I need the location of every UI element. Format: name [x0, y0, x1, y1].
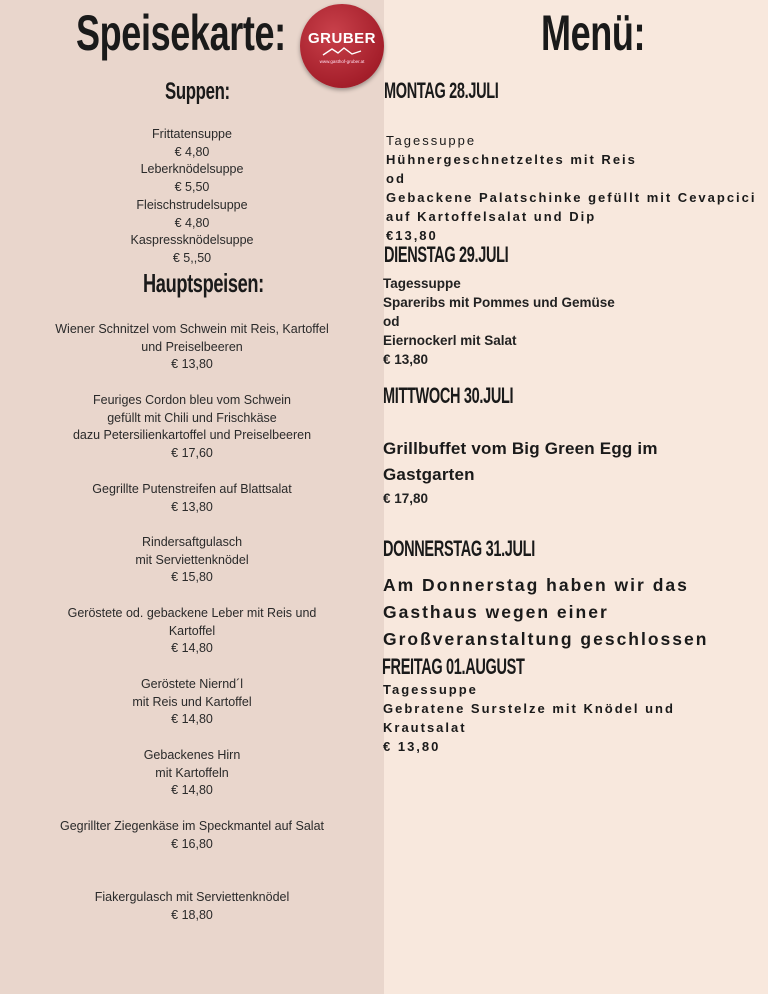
- dish-line: Rindersaftgulasch: [141, 535, 243, 549]
- main-dish: [0, 676, 384, 729]
- soup-price: € 5,,50: [172, 250, 212, 265]
- dish-price: € 15,80: [171, 570, 213, 585]
- menu-line: Spareribs mit Pommes und Gemüse: [383, 295, 615, 310]
- dish-price: € 16,80: [171, 836, 213, 851]
- menu-line: Tagessuppe: [383, 682, 478, 697]
- dish-line: Geröstete od. gebackene Leber mit Reis und: [67, 606, 317, 620]
- dish-price: € 13,80: [171, 499, 213, 514]
- dish-price: € 14,80: [171, 641, 213, 656]
- dish-price: € 14,80: [171, 783, 213, 798]
- dish-line: mit Reis und Kartoffel: [132, 694, 252, 709]
- dish-price: € 13,80: [171, 357, 213, 372]
- menu-line: Hühnergeschnetzeltes mit Reis: [386, 152, 637, 167]
- dish-price: € 14,80: [171, 712, 213, 727]
- soup-price: € 5,50: [174, 180, 210, 195]
- tuesday-menu: [383, 274, 615, 369]
- dish-line: Fiakergulasch mit Serviettenknödel: [94, 890, 290, 904]
- wednesday-menu: [383, 436, 658, 488]
- dish-line: Kartoffel: [168, 623, 216, 638]
- mains-heading: Hauptspeisen:: [143, 268, 264, 298]
- menu-line: Krautsalat: [383, 720, 467, 735]
- mountain-icon: [322, 47, 362, 57]
- dish-line: Gebackenes Hirn: [143, 748, 241, 762]
- dish-line: und Preiselbeeren: [141, 339, 243, 354]
- logo-url: www.gasthof-gruber.at: [319, 59, 365, 64]
- gruber-logo: [300, 4, 384, 88]
- main-dish: [0, 818, 384, 853]
- main-dish: [0, 534, 384, 587]
- wednesday-price: € 17,80: [383, 491, 429, 506]
- dish-line: Wiener Schnitzel vom Schwein mit Reis, Kartoffel: [55, 322, 329, 336]
- menu-price: € 13,80: [383, 739, 441, 754]
- menu-line: od: [383, 314, 400, 329]
- friday-menu: [383, 680, 675, 756]
- menu-line: Gebratene Surstelze mit Knödel und: [383, 701, 675, 716]
- speisekarte-title: Speisekarte:: [76, 5, 286, 61]
- monday-menu: [386, 131, 757, 245]
- dish-line: Geröstete Niernd´l: [140, 677, 244, 691]
- menu-line: Eiernockerl mit Salat: [383, 333, 517, 348]
- main-dish: [0, 889, 384, 924]
- dish-line: dazu Petersilienkartoffel und Preiselbeeren: [72, 428, 312, 443]
- menu-price: €13,80: [386, 228, 438, 243]
- dish-line: Feuriges Cordon bleu vom Schwein: [92, 393, 292, 407]
- dish-line: mit Serviettenknödel: [135, 552, 249, 567]
- soup-name: Frittatensuppe: [152, 127, 232, 141]
- soup-name: Leberknödelsuppe: [140, 162, 244, 177]
- soups-heading: Suppen:: [165, 78, 230, 105]
- menu-line: Grillbuffet vom Big Green Egg im: [383, 439, 658, 458]
- menu-line: Großveranstaltung geschlossen: [383, 629, 709, 649]
- dish-price: € 17,60: [171, 446, 213, 461]
- soup-name: Kaspressknödelsuppe: [130, 233, 254, 248]
- menu-line: od: [386, 171, 406, 186]
- main-dish: [0, 392, 384, 463]
- day-heading-monday: MONTAG 28.JULI: [384, 78, 499, 103]
- soup-name: Fleischstrudelsuppe: [136, 197, 248, 212]
- logo-name: GRUBER: [307, 30, 376, 47]
- main-dish: [0, 481, 384, 516]
- dish-line: gefüllt mit Chili und Frischkäse: [107, 410, 277, 425]
- thursday-notice: [383, 572, 708, 653]
- day-heading-thursday: DONNERSTAG 31.JULI: [383, 536, 535, 561]
- soup-price: € 4,80: [174, 215, 210, 230]
- menu-title: Menü:: [541, 5, 646, 61]
- main-dish: [0, 321, 384, 374]
- day-heading-tuesday: DIENSTAG 29.JULI: [384, 242, 509, 267]
- menu-line: Gasthaus wegen einer: [383, 602, 609, 622]
- menu-line: Tagessuppe: [386, 133, 477, 148]
- menu-line: auf Kartoffelsalat und Dip: [386, 209, 597, 224]
- main-dish: [0, 605, 384, 658]
- menu-line: Gebackene Palatschinke gefüllt mit Cevapcici: [386, 190, 757, 205]
- menu-line: Am Donnerstag haben wir das: [383, 575, 689, 595]
- dish-price: € 18,80: [171, 907, 213, 922]
- soup-price: € 4,80: [174, 144, 210, 159]
- menu-line: Tagessuppe: [383, 276, 461, 291]
- day-heading-friday: FREITAG 01.AUGUST: [382, 654, 525, 679]
- soups-list: [0, 126, 384, 268]
- dish-line: Gegrillte Putenstreifen auf Blattsalat: [92, 482, 292, 496]
- day-heading-wednesday: MITTWOCH 30.JULI: [383, 383, 514, 408]
- dish-line: Gegrillter Ziegenkäse im Speckmantel auf Salat: [59, 819, 324, 833]
- menu-line: Gastgarten: [383, 465, 475, 484]
- menu-price: € 13,80: [383, 352, 429, 367]
- dish-line: mit Kartoffeln: [155, 765, 229, 780]
- main-dish: [0, 747, 384, 800]
